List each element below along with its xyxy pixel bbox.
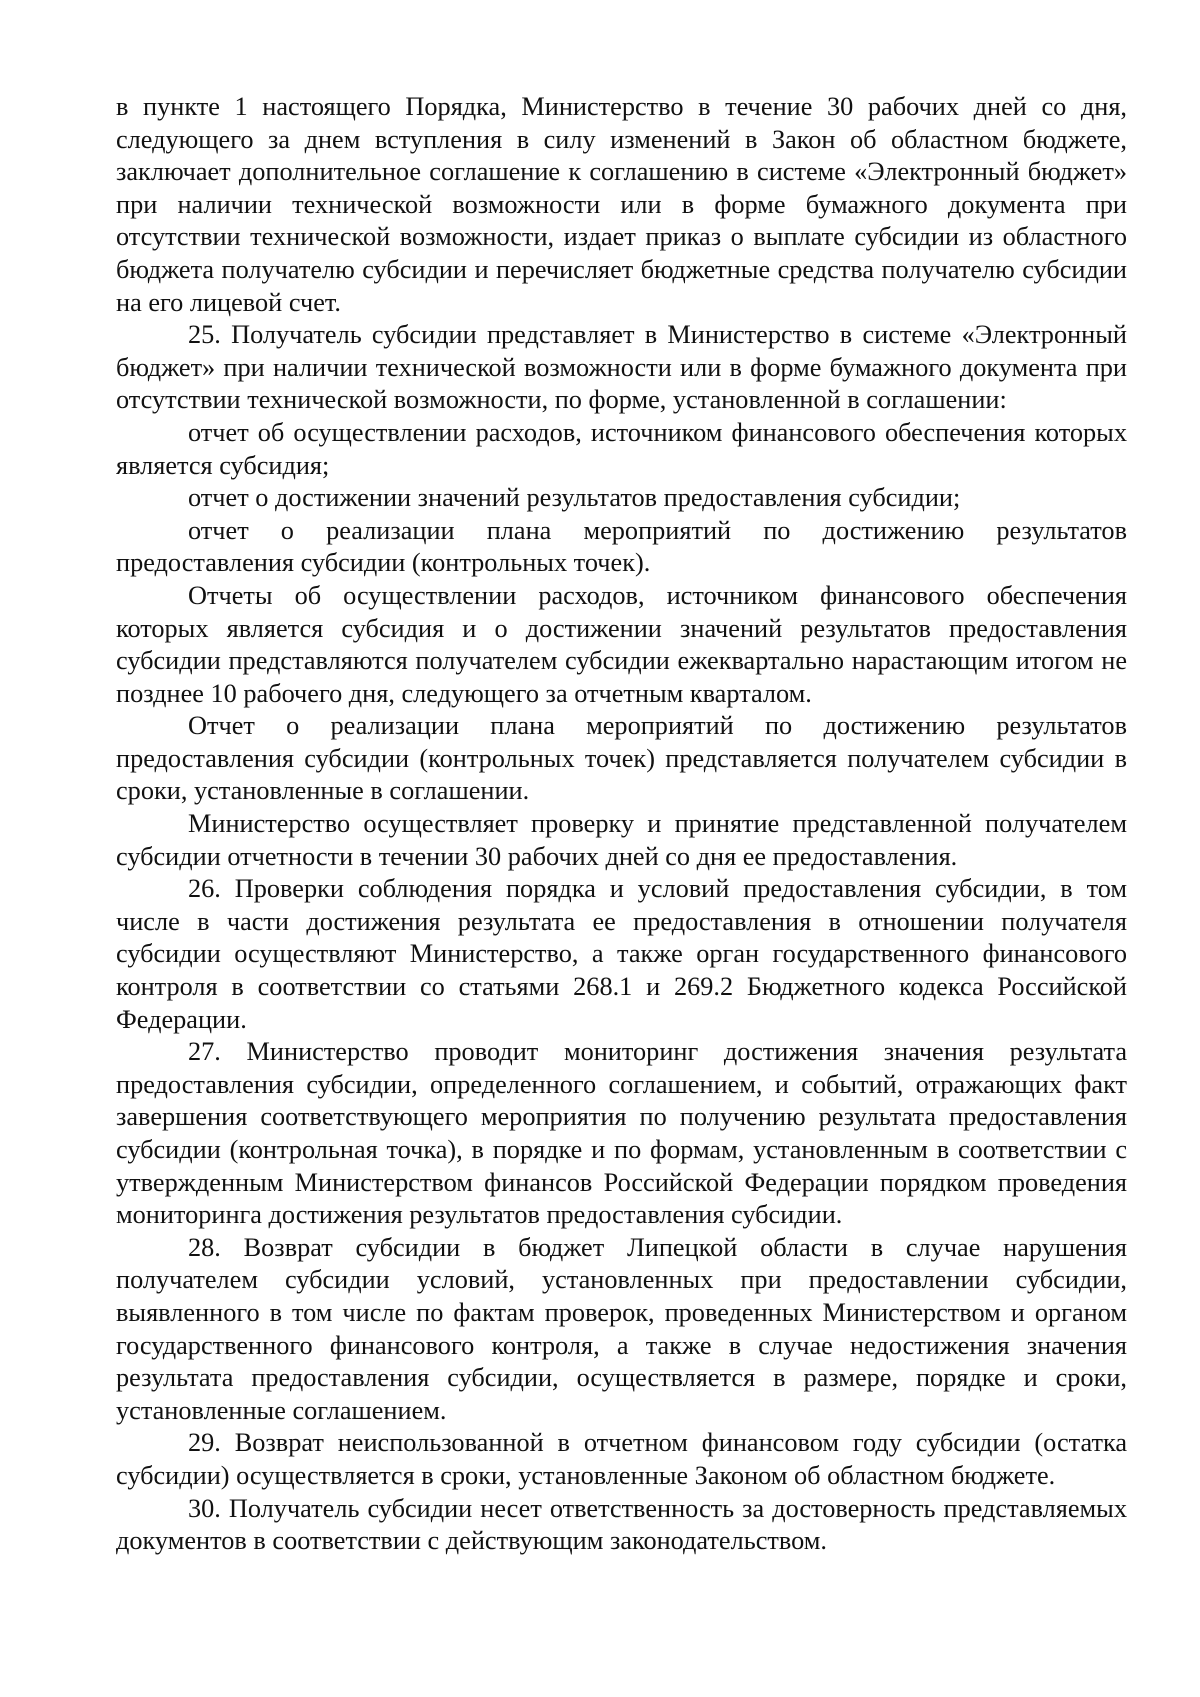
- paragraph-reports-quarterly: Отчеты об осуществлении расходов, источником финансового обеспечения которых является субсидия и о достижении значений результатов предоставления субсидии представляются получателем субсидии ежеквартально нарастающим итогом не позднее 10 рабочего дня, следующего за отчетным кварталом.: [116, 580, 1127, 708]
- paragraph-item-28: 28. Возврат субсидии в бюджет Липецкой области в случае нарушения получателем субсидии условий, установленных при предоставлении субсидии, выявленного в том числе по фактам проверок, проведенных Министерством и органом государственного финансового контроля, а также в случае недостижения значения результата предоставления субсидии, осуществляется в размере, порядке и сроки, установленные соглашением.: [116, 1232, 1127, 1425]
- paragraph-ministry-check: Министерство осуществляет проверку и принятие представленной получателем субсидии отчетности в течении 30 рабочих дней со дня ее предоставления.: [116, 809, 1127, 871]
- paragraph-item-26: 26. Проверки соблюдения порядка и условий предоставления субсидии, в том числе в части достижения результата ее предоставления в отношении получателя субсидии осуществляют Министерство, а также орган государственного финансового контроля в соответствии со статьями 268.1 и 269.2 Бюджетного кодекса Российской Федерации.: [116, 874, 1127, 1034]
- paragraph-item-25: 25. Получатель субсидии представляет в Министерство в системе «Электронный бюджет» при наличии технической возможности или в форме бумажного документа при отсутствии технической возможности, по форме, установленной в соглашении:: [116, 320, 1127, 415]
- paragraph-item-29: 29. Возврат неиспользованной в отчетном финансовом году субсидии (остатка субсидии) осуществляется в сроки, установленные Законом об областном бюджете.: [116, 1428, 1127, 1490]
- document-page: [116, 91, 1127, 1558]
- paragraph-item-30: 30. Получатель субсидии несет ответственность за достоверность представляемых документов в соответствии с действующим законодательством.: [116, 1493, 1127, 1556]
- paragraph-report-plan: отчет о реализации плана мероприятий по достижению результатов предоставления субсидии (контрольных точек).: [116, 515, 1127, 578]
- paragraph-report-expenses: отчет об осуществлении расходов, источником финансового обеспечения которых является субсидия;: [116, 417, 1127, 480]
- paragraph-item-27: 27. Министерство проводит мониторинг достижения значения результата предоставления субсидии, определенного соглашением, и событий, отражающих факт завершения соответствующего мероприятия по получению результата предоставления субсидии (контрольная точка), в порядке и по формам, установленным в соответствии с утвержденным Министерством финансов Российской Федерации порядком проведения мониторинга достижения результатов предоставления субсидии.: [116, 1037, 1127, 1230]
- paragraph-continuation: в пункте 1 настоящего Порядка, Министерство в течение 30 рабочих дней со дня, следующего за днем вступления в силу изменений в Закон об областном бюджете, заключает дополнительное соглашение к соглашению в системе «Электронный бюджет» при наличии технической возможности или в форме бумажного документа при отсутствии технической возможности, издает приказ о выплате субсидии из областного бюджета получателю субсидии и перечисляет бюджетные средства получателю субсидии на его лицевой счет.: [116, 92, 1127, 317]
- paragraph-report-results: отчет о достижении значений результатов предоставления субсидии;: [188, 483, 961, 513]
- paragraph-report-plan-terms: Отчет о реализации плана мероприятий по достижению результатов предоставления субсидии (контрольных точек) представляется получателем субсидии в сроки, установленные в соглашении.: [116, 711, 1127, 806]
